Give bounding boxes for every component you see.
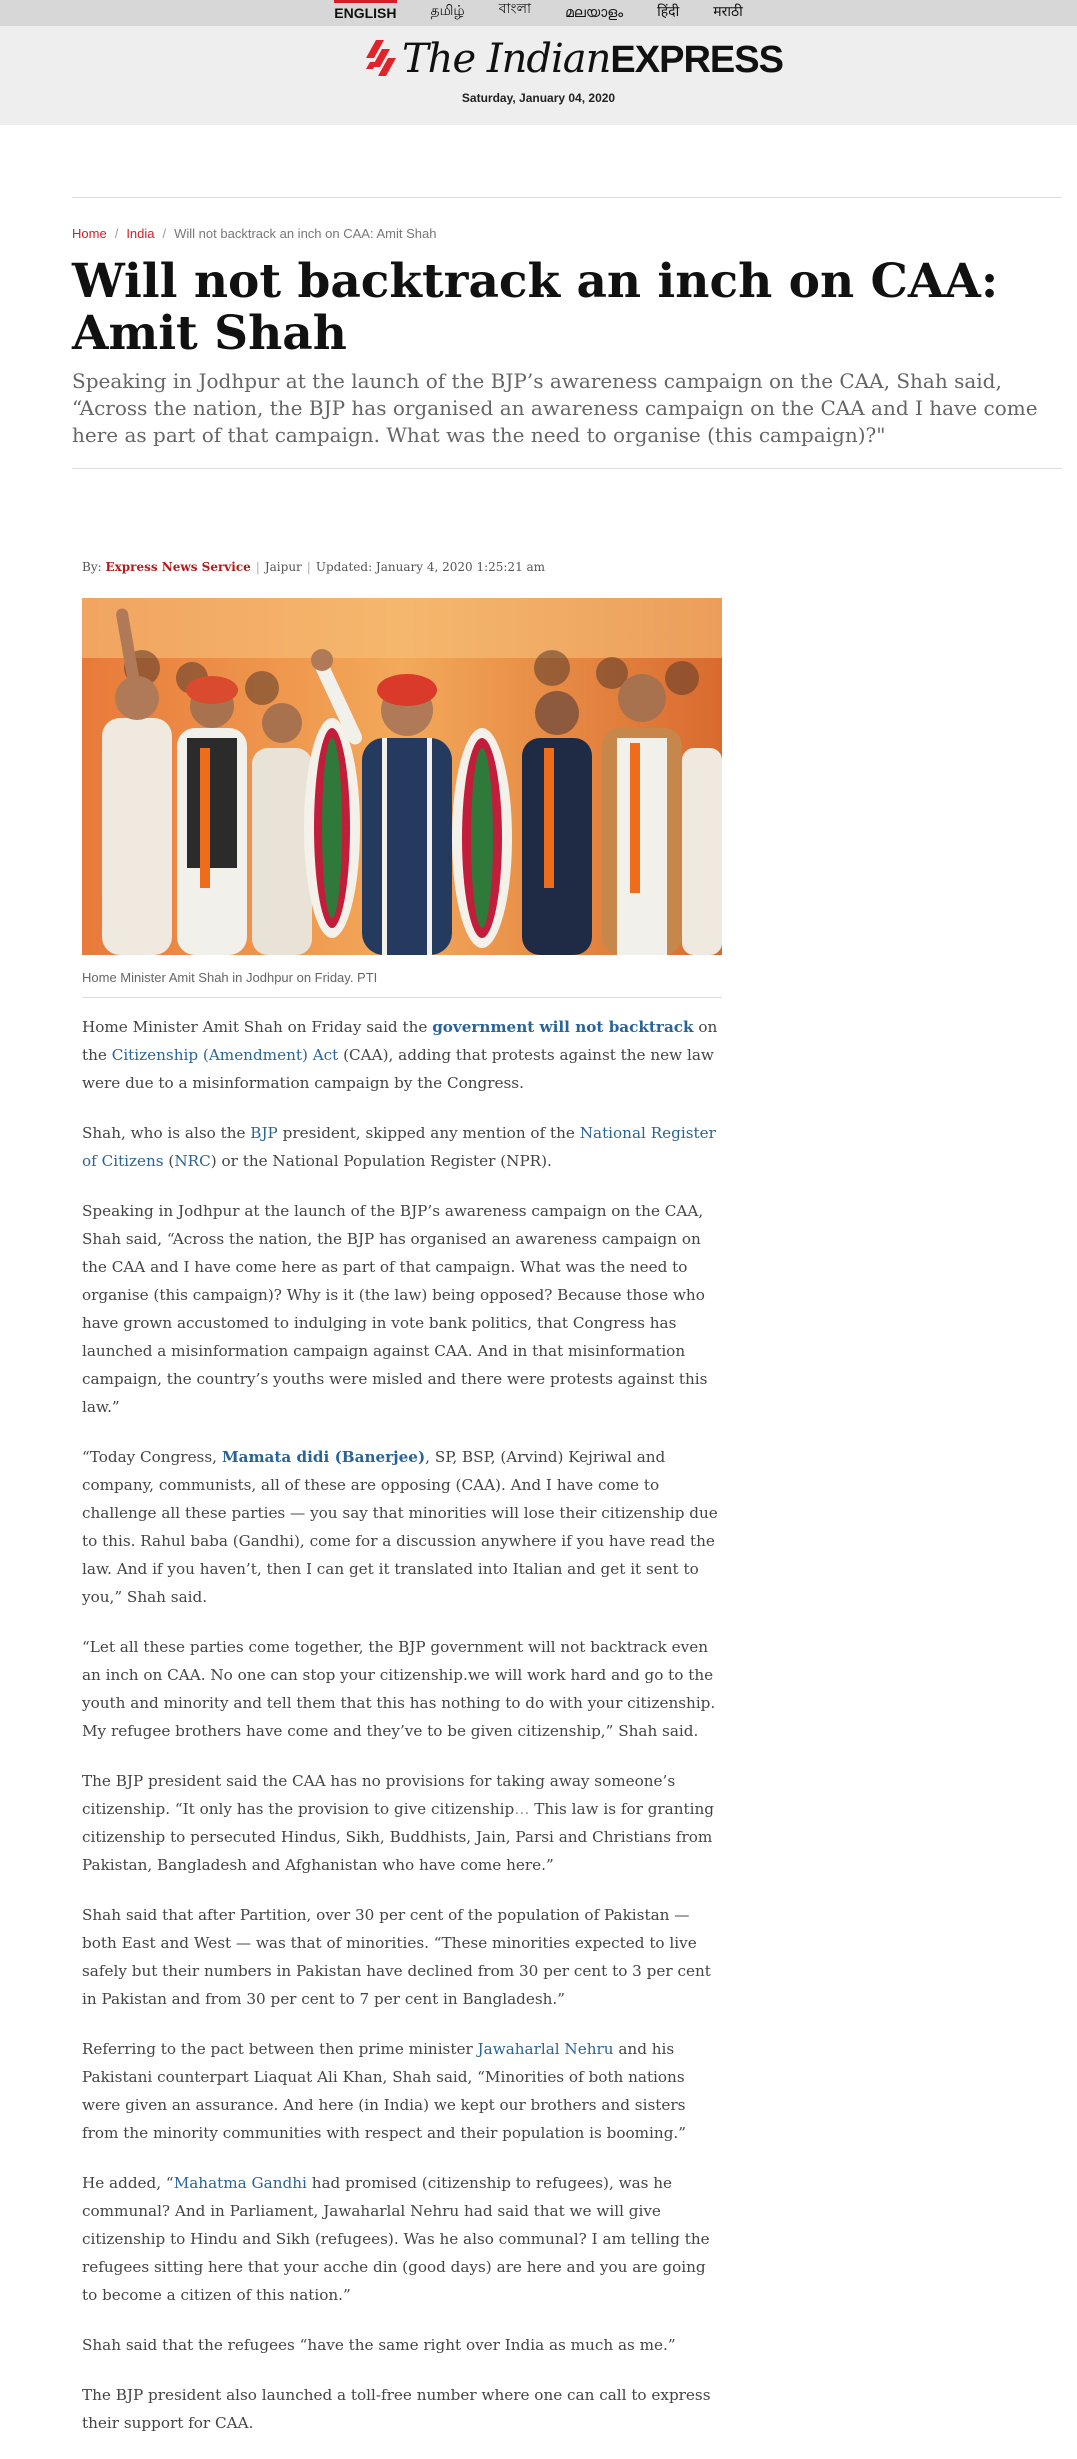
article-byline <box>82 560 545 574</box>
lang-bangla[interactable]: বাংলা <box>498 0 532 16</box>
divider <box>72 197 1062 198</box>
breadcrumb-section[interactable]: India <box>126 226 155 241</box>
masthead-date: Saturday, January 04, 2020 <box>461 91 616 105</box>
lang-malayalam[interactable]: മലയാളം <box>565 4 624 20</box>
paragraph <box>82 1119 722 1175</box>
text-span: He added, “ <box>82 2174 174 2192</box>
paragraph <box>82 2035 722 2147</box>
logo-italic-text: The Indian <box>402 36 611 82</box>
text-span: ( <box>163 1152 175 1170</box>
language-bar <box>0 0 1077 26</box>
paragraph: The BJP president also launched a toll-free number where one can call to express their support for CAA. <box>82 2386 711 2432</box>
paragraph: Shah said that after Partition, over 30 per cent of the population of Pakistan — both East and West — was that of minorities. “These minorities expected to live safely but their numbers in Pakistan have declined from 30 per cent to 3 per cent in Pakistan and from 30 per cent to 7 per cent in Bangladesh.” <box>82 1906 711 2008</box>
lang-marathi[interactable]: मराठी <box>713 3 743 19</box>
breadcrumb <box>72 226 436 241</box>
text-span: had promised (citizenship to refugees), was he communal? And in Parliament, Jawaharlal Nehru had said that we will give citizenship to Hindu and Sikh (refugees). Was he also communal? I am telling the refugees sitting here that your acche din (good days) are here and you are going to become a citizen of this nation.” <box>82 2174 710 2304</box>
link-government-will-not-backtrack[interactable]: government will not backtrack <box>432 1018 694 1036</box>
lang-hindi[interactable]: हिंदी <box>657 3 680 19</box>
text-span: (CAA), adding that protests against the new law were due to a misinformation campaign by the Congress. <box>82 1046 714 1092</box>
link-mahatma-gandhi[interactable]: Mahatma Gandhi <box>173 2174 307 2192</box>
byline-prefix: By: <box>82 560 102 574</box>
text-span: , SP, BSP, (Arvind) Kejriwal and company, communists, all of these are opposing (CAA). And I have come to challenge all these parties — you say that minorities will lose their citizenship due to this. Rahul baba (Gandhi), come for a discussion anywhere if you have read the law. And if you haven’t, then I can get it translated into Italian and get it sent to you,” Shah said. <box>82 1448 718 1606</box>
link-national-register-of-citizens[interactable]: National Register of Citizens <box>82 1124 716 1170</box>
article-headline: Will not backtrack an inch on CAA: Amit Shah <box>72 254 999 361</box>
text-span: ) or the National Population Register (NPR). <box>210 1152 552 1170</box>
article-hero-image <box>82 598 722 955</box>
paragraph <box>82 1443 722 1611</box>
paragraph: Shah said that the refugees “have the same right over India as much as me.” <box>82 2336 676 2354</box>
byline-separator: | <box>255 560 260 574</box>
paragraph: “Let all these parties come together, the BJP government will not backtrack even an inch on CAA. No one can stop your citizenship.we will work hard and go to the youth and minority and tell them that this has nothing to do with your citizenship. My refugee brothers have come and they’ve to be given citizenship,” Shah said. <box>82 1638 716 1740</box>
text-span: Home Minister Amit Shah on Friday said the <box>82 1018 433 1036</box>
site-logo[interactable] <box>366 36 783 82</box>
logo-wordmark <box>402 36 783 82</box>
text-span: and his Pakistani counterpart Liaquat Ali Khan, Shah said, “Minorities of both nations were given an assurance. And here (in India) we kept our brothers and sisters from the minority communities with respect and their population is booming.” <box>82 2040 687 2142</box>
paragraph <box>82 2169 722 2309</box>
text-span: This law is for granting citizenship to persecuted Hindus, Sikh, Buddhists, Jain, Parsi and Christians from Pakistan, Bangladesh and Afghanistan who have come here.” <box>82 1800 714 1874</box>
text-span: president, skipped any mention of the <box>277 1124 580 1142</box>
link-jawaharlal-nehru[interactable]: Jawaharlal Nehru <box>477 2040 614 2058</box>
link-mamata-banerjee[interactable]: Mamata didi (Banerjee) <box>221 1448 426 1466</box>
paragraph <box>82 1767 722 1879</box>
link-citizenship-amendment-act[interactable]: Citizenship (Amendment) Act <box>111 1046 339 1064</box>
logo-stripes-icon <box>366 38 396 80</box>
paragraph: Speaking in Jodhpur at the launch of the BJP’s awareness campaign on the CAA, Shah said, “Across the nation, the BJP has organised an awareness campaign on the CAA and I have come here as part of that campaign. What was the need to organise (this campaign)? Why is it (the law) being opposed? Because those who have grown accustomed to indulging in vote bank politics, that Congress has launched a misinformation campaign against CAA. And in that misinformation campaign, the country’s youths were misled and there were protests against this law.” <box>82 1202 708 1416</box>
link-bjp[interactable]: BJP <box>250 1124 278 1142</box>
rally-photo <box>82 598 722 955</box>
breadcrumb-current: Will not backtrack an inch on CAA: Amit Shah <box>174 226 437 241</box>
masthead <box>0 26 1077 125</box>
lang-english[interactable]: ENGLISH <box>334 0 396 26</box>
lang-tamil[interactable]: தமிழ் <box>430 2 465 18</box>
text-span: on the <box>82 1018 718 1064</box>
byline-city: Jaipur <box>264 560 302 574</box>
text-span: The BJP president said the CAA has no provisions for taking away someone’s citizenship. “It only has the provision to give citizenship <box>82 1772 676 1818</box>
breadcrumb-separator: / <box>162 226 167 241</box>
paragraph <box>82 1013 722 1097</box>
article-body <box>82 1013 722 2459</box>
text-span: Referring to the pact between then prime minister <box>82 2040 478 2058</box>
divider <box>72 468 1062 469</box>
image-caption: Home Minister Amit Shah in Jodhpur on Friday. PTI <box>82 970 722 998</box>
breadcrumb-separator: / <box>114 226 119 241</box>
text-span: “Today Congress, <box>82 1448 222 1466</box>
logo-bold-text: EXPRESS <box>610 39 783 81</box>
text-span: Shah, who is also the <box>82 1124 251 1142</box>
byline-updated: Updated: January 4, 2020 1:25:21 am <box>315 560 546 574</box>
link-nrc[interactable]: NRC <box>174 1152 211 1170</box>
byline-separator: | <box>306 560 311 574</box>
ellipsis: … <box>514 1800 530 1818</box>
byline-author-link[interactable]: Express News Service <box>105 560 251 574</box>
breadcrumb-home[interactable]: Home <box>72 226 107 241</box>
article-synopsis: Speaking in Jodhpur at the launch of the BJP’s awareness campaign on the CAA, Shah said, “Across the nation, the BJP has organised an awareness campaign on the CAA and I have come here as part of that campaign. What was the need to organise (this campaign)?" <box>72 369 1038 447</box>
